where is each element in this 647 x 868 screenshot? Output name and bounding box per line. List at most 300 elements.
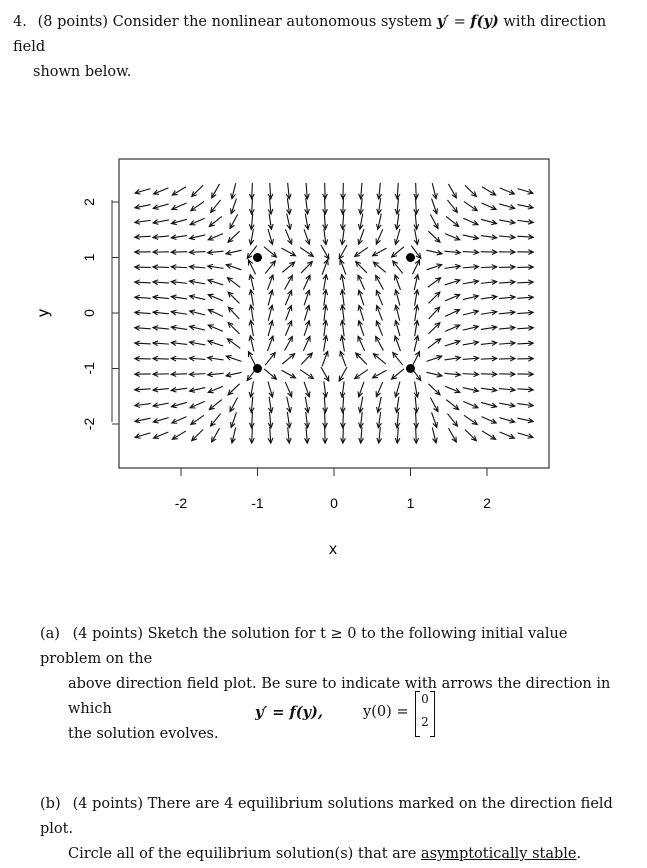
field-arrow <box>208 234 223 240</box>
field-arrow <box>209 400 222 410</box>
field-arrow <box>249 275 254 291</box>
field-arrow <box>446 216 459 226</box>
field-arrow <box>135 219 151 224</box>
field-arrow <box>444 356 460 361</box>
part-b-text-2: Circle all of the equilibrium solution(s) that are <box>68 846 417 862</box>
field-arrow <box>430 398 438 412</box>
field-arrow <box>192 185 203 196</box>
part-a-text-1: Sketch the solution for t ≥ 0 to the following initial value problem on the <box>40 626 568 667</box>
field-arrow <box>499 372 515 377</box>
field-arrow <box>376 275 384 289</box>
field-arrow <box>323 412 328 428</box>
field-arrow <box>463 295 479 300</box>
field-arrow <box>414 183 419 199</box>
field-arrow <box>303 336 310 351</box>
field-arrow <box>463 235 479 240</box>
field-arrow <box>265 353 275 366</box>
field-arrow <box>482 187 496 195</box>
field-arrow <box>517 356 533 361</box>
field-arrow <box>135 189 150 194</box>
field-arrow <box>268 321 273 336</box>
field-arrow <box>228 292 239 303</box>
field-arrow <box>428 278 441 288</box>
field-arrow <box>153 372 169 377</box>
field-arrow <box>264 247 276 257</box>
question-line-2: shown below. <box>33 64 132 80</box>
field-arrow <box>211 414 221 427</box>
field-arrow <box>212 184 220 198</box>
field-arrow <box>373 370 387 378</box>
field-arrow <box>414 427 419 443</box>
field-arrow <box>285 229 292 244</box>
field-arrow <box>358 397 363 413</box>
x-axis-label: x <box>329 541 337 558</box>
field-arrow <box>190 325 206 330</box>
field-arrow <box>481 280 497 285</box>
field-arrow <box>228 231 240 242</box>
field-arrow <box>171 387 187 392</box>
field-arrow <box>208 372 224 377</box>
part-b <box>40 792 632 867</box>
field-arrow <box>395 382 400 397</box>
field-arrow <box>282 354 294 364</box>
field-arrow <box>517 326 533 331</box>
field-arrow <box>463 280 479 285</box>
field-arrow <box>358 382 364 397</box>
y-axis <box>81 198 119 430</box>
field-arrow <box>481 265 497 270</box>
field-arrow <box>377 397 382 413</box>
y-axis-label: y <box>35 309 52 317</box>
field-arrow <box>212 428 220 442</box>
field-arrow <box>340 229 345 245</box>
field-arrow <box>305 183 310 199</box>
field-arrow <box>448 184 456 198</box>
field-arrow <box>135 403 151 408</box>
field-arrow <box>412 352 419 366</box>
field-arrow <box>323 320 328 336</box>
field-arrow <box>285 321 291 336</box>
field-arrow <box>249 229 254 245</box>
equilibrium-point <box>253 364 262 373</box>
field-arrow <box>517 403 533 408</box>
field-arrow <box>154 188 169 194</box>
field-arrow <box>426 250 442 255</box>
field-arrow <box>282 262 294 272</box>
field-arrow <box>414 397 419 413</box>
field-arrow <box>154 432 169 438</box>
field-arrow <box>172 187 186 195</box>
field-arrow <box>340 381 345 397</box>
field-arrow <box>463 310 479 315</box>
field-arrow <box>287 397 292 413</box>
field-arrow <box>305 214 310 230</box>
field-arrow <box>248 352 255 366</box>
field-arrow <box>444 250 460 255</box>
field-arrow <box>135 372 151 377</box>
field-arrow <box>135 295 151 300</box>
field-arrow <box>323 183 328 199</box>
field-arrow <box>432 199 438 214</box>
field-arrow <box>208 340 223 346</box>
equation-lhs: y′ <box>436 13 449 30</box>
field-arrow <box>445 325 460 332</box>
field-arrow <box>190 218 205 225</box>
field-arrow <box>189 250 205 255</box>
question-intro-post: with direction field <box>13 14 607 55</box>
field-arrow <box>395 412 400 428</box>
field-arrow <box>499 204 514 209</box>
field-arrow <box>376 321 382 336</box>
field-arrow <box>448 428 456 442</box>
part-b-points: (4 points) <box>72 796 144 812</box>
field-arrow <box>517 204 533 209</box>
field-arrow <box>304 305 310 320</box>
field-arrow <box>190 280 206 285</box>
field-arrow <box>395 229 400 244</box>
field-arrow <box>285 382 292 397</box>
field-arrow <box>305 427 310 443</box>
field-arrow <box>286 306 292 321</box>
field-arrow <box>358 321 364 336</box>
field-arrow <box>171 219 186 224</box>
field-arrow <box>135 204 151 209</box>
field-arrow <box>191 202 204 211</box>
field-arrow <box>395 397 400 413</box>
field-arrow <box>230 398 238 412</box>
field-arrow <box>463 388 479 393</box>
field-arrow <box>153 310 169 315</box>
field-arrow <box>339 245 347 259</box>
field-arrow <box>268 275 274 290</box>
field-arrow <box>517 280 533 285</box>
field-arrow <box>153 403 169 408</box>
field-arrow <box>323 198 328 214</box>
field-arrow <box>373 262 385 272</box>
field-arrow <box>518 189 533 194</box>
field-arrow <box>358 336 365 351</box>
field-arrow <box>171 235 187 240</box>
field-arrow <box>323 213 328 229</box>
field-arrow <box>465 185 476 196</box>
x-tick-label: -2 <box>174 495 188 511</box>
field-arrow <box>432 412 438 427</box>
field-arrow <box>171 265 187 270</box>
field-arrow <box>395 183 400 199</box>
field-arrow <box>414 305 419 321</box>
field-arrow <box>428 292 439 303</box>
field-arrow <box>517 265 533 270</box>
field-arrow <box>341 198 346 214</box>
field-arrow <box>285 290 291 305</box>
question-points: (8 points) <box>37 14 109 30</box>
field-arrow <box>445 310 460 317</box>
field-arrow <box>135 250 151 255</box>
y-tick-label: 0 <box>81 309 97 317</box>
field-arrow <box>268 198 273 214</box>
field-arrow <box>376 337 384 351</box>
field-arrow <box>500 432 515 438</box>
field-arrow <box>358 290 364 305</box>
field-arrow <box>208 250 224 255</box>
field-arrow <box>445 279 460 285</box>
field-arrow <box>305 198 310 214</box>
field-arrow <box>414 275 419 291</box>
field-arrow <box>192 429 203 440</box>
field-arrow <box>481 250 497 255</box>
field-arrow <box>395 290 400 305</box>
field-arrow <box>395 214 400 230</box>
field-arrow <box>322 351 328 366</box>
field-arrow <box>463 265 479 270</box>
field-arrow <box>481 310 497 315</box>
field-arrow <box>228 307 239 319</box>
field-arrow <box>373 248 387 256</box>
field-arrow <box>153 295 169 300</box>
field-arrow <box>304 290 310 305</box>
field-arrow <box>499 265 515 270</box>
field-arrow <box>377 412 382 428</box>
part-a-line-2: above direction field plot. Be sure to indicate with arrows the direction in which <box>68 676 611 717</box>
field-arrow <box>341 213 346 229</box>
equilibrium-point <box>406 364 415 373</box>
field-arrow <box>208 279 223 285</box>
field-arrow <box>171 325 187 330</box>
field-arrow <box>190 235 206 240</box>
field-arrow <box>444 264 460 269</box>
field-arrow <box>395 427 400 443</box>
field-arrow <box>517 295 533 300</box>
x-tick-label: -1 <box>251 495 264 511</box>
field-arrow <box>226 356 241 362</box>
field-arrow <box>428 323 439 334</box>
field-arrow <box>414 229 419 245</box>
field-arrow <box>287 198 292 214</box>
field-arrow <box>208 325 223 332</box>
field-arrow <box>482 431 496 439</box>
field-arrow <box>445 386 460 392</box>
field-arrow <box>517 310 533 315</box>
field-arrow <box>517 418 533 423</box>
field-arrow <box>190 401 205 408</box>
part-b-line-2 <box>40 842 632 867</box>
field-arrow <box>463 218 478 225</box>
field-arrow <box>231 412 237 427</box>
field-arrow <box>321 245 329 259</box>
field-arrow <box>373 354 385 364</box>
field-arrow <box>135 280 151 285</box>
field-arrow <box>305 397 310 413</box>
field-arrow <box>392 247 404 257</box>
field-arrow <box>153 220 169 225</box>
field-arrow <box>395 305 400 321</box>
field-arrow <box>211 200 221 213</box>
field-arrow <box>249 213 254 229</box>
field-arrow <box>414 412 419 428</box>
field-arrow <box>463 250 479 255</box>
field-arrow <box>268 336 274 351</box>
field-arrow <box>227 278 240 288</box>
field-arrow <box>171 295 187 300</box>
field-arrow <box>153 418 168 423</box>
field-arrow <box>153 250 169 255</box>
equation-rhs: f(y) <box>470 13 499 30</box>
field-arrow <box>358 214 363 230</box>
field-arrow <box>171 250 187 255</box>
field-arrow <box>481 356 497 361</box>
field-arrow <box>377 214 382 230</box>
field-arrow <box>250 427 255 443</box>
field-arrow <box>321 367 329 381</box>
field-arrow <box>481 402 496 407</box>
field-arrow <box>303 275 310 290</box>
field-arrow <box>153 356 169 361</box>
field-arrow <box>226 264 241 270</box>
field-arrow <box>355 247 368 256</box>
part-a <box>40 622 632 747</box>
field-arrow <box>323 290 328 306</box>
field-arrow <box>517 341 533 346</box>
field-arrow <box>304 321 310 336</box>
field-arrow <box>208 386 223 392</box>
field-arrow <box>286 427 291 443</box>
field-arrow <box>444 372 460 377</box>
field-arrow <box>428 384 440 395</box>
field-arrow <box>394 336 400 351</box>
field-arrow <box>305 412 310 428</box>
field-arrow <box>153 265 169 270</box>
field-arrow <box>341 412 346 428</box>
field-arrow <box>249 198 254 214</box>
field-arrow <box>499 250 515 255</box>
field-arrow <box>301 353 312 364</box>
field-arrow <box>135 433 150 438</box>
field-arrow <box>517 235 533 240</box>
field-arrow <box>412 260 419 274</box>
field-arrow <box>359 198 364 214</box>
field-arrow <box>428 339 441 349</box>
field-arrow <box>481 387 497 392</box>
field-arrow <box>230 214 238 228</box>
field-arrow <box>249 397 254 413</box>
field-arrow <box>339 367 347 381</box>
field-arrow <box>340 320 345 336</box>
field-arrow <box>392 369 404 379</box>
field-arrow <box>268 305 273 321</box>
field-arrow <box>172 431 186 439</box>
field-arrow <box>355 370 368 379</box>
field-arrow <box>171 310 187 315</box>
field-arrow <box>414 381 419 397</box>
part-b-text-2-end: . <box>576 846 582 862</box>
question-intro: Consider the nonlinear autonomous system <box>112 14 433 30</box>
field-arrow <box>481 203 496 210</box>
field-arrow <box>499 387 515 392</box>
part-b-label: (b) <box>40 796 61 812</box>
field-arrow <box>268 214 273 230</box>
field-arrow <box>376 306 382 321</box>
x-tick-label: 2 <box>483 495 491 511</box>
field-arrow <box>427 264 442 270</box>
field-arrow <box>445 294 460 301</box>
field-arrow <box>414 290 419 306</box>
field-arrow <box>358 275 365 290</box>
field-arrow <box>322 260 328 275</box>
field-arrow <box>208 310 223 317</box>
field-arrow <box>171 356 187 361</box>
part-b-line-1 <box>40 792 632 842</box>
x-tick-label: 1 <box>406 495 415 511</box>
field-arrow <box>268 397 273 413</box>
field-arrow <box>377 198 382 214</box>
field-arrow <box>481 417 496 424</box>
field-arrow <box>287 214 292 230</box>
field-arrow <box>231 427 236 443</box>
field-arrow <box>228 384 240 395</box>
field-arrow <box>447 200 457 213</box>
field-arrow <box>268 382 273 397</box>
field-arrow <box>393 353 403 366</box>
field-arrow <box>208 356 224 361</box>
field-arrow <box>191 415 204 424</box>
field-arrow <box>304 229 310 244</box>
field-arrow <box>250 183 255 199</box>
field-arrow <box>171 280 187 285</box>
field-arrow <box>208 264 224 269</box>
field-arrow <box>427 356 442 362</box>
field-arrow <box>341 183 346 199</box>
initial-condition-y: 2 <box>421 715 429 729</box>
field-arrow <box>190 388 206 393</box>
field-arrow <box>359 427 364 443</box>
field-arrow <box>359 183 364 199</box>
field-arrow <box>464 415 477 424</box>
field-arrow <box>395 198 400 214</box>
field-arrow <box>190 295 206 300</box>
field-arrow <box>430 214 438 228</box>
field-arrow <box>285 275 293 289</box>
field-arrow <box>287 412 292 428</box>
field-arrow <box>209 216 222 226</box>
field-arrows <box>135 183 533 443</box>
field-arrow <box>499 356 515 361</box>
field-arrow <box>394 275 400 290</box>
field-arrow <box>499 295 515 300</box>
field-arrow <box>301 261 312 272</box>
part-b-text-1: There are 4 equilibrium solutions marked on the direction field plot. <box>40 796 613 837</box>
field-arrow <box>340 305 345 321</box>
field-arrow <box>226 250 242 255</box>
field-arrow <box>323 427 328 443</box>
field-arrow <box>414 198 419 214</box>
field-arrow <box>499 235 515 240</box>
field-arrow <box>481 219 496 224</box>
field-arrow <box>463 325 479 330</box>
field-arrow <box>340 260 346 275</box>
field-arrow <box>300 370 313 379</box>
field-arrow <box>172 203 187 210</box>
field-arrow <box>432 427 437 443</box>
field-arrow <box>341 397 346 413</box>
field-arrow <box>249 305 254 321</box>
field-arrow <box>171 372 187 377</box>
field-arrow <box>249 412 254 428</box>
equilibrium-point <box>406 253 415 262</box>
field-arrow <box>249 320 254 336</box>
field-arrow <box>499 220 515 225</box>
field-arrow <box>426 372 442 377</box>
ode-equation: y′ = f(y), <box>255 704 323 721</box>
